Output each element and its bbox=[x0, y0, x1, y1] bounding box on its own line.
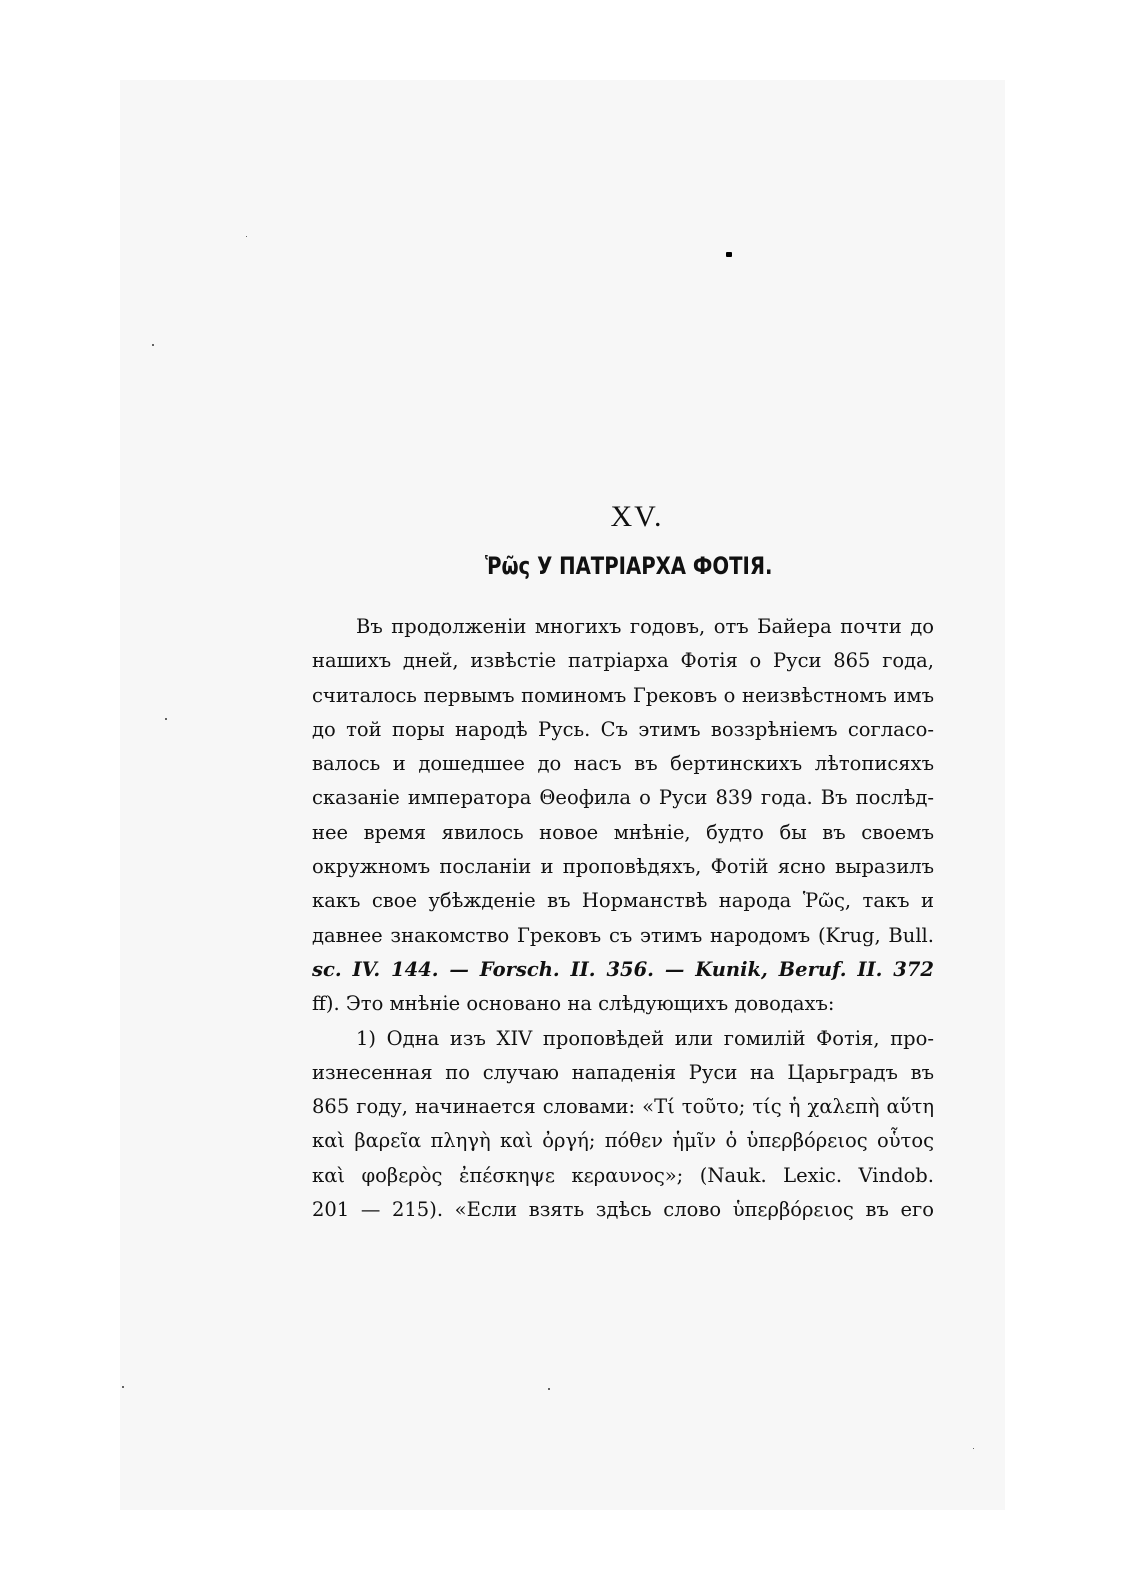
scan-speck bbox=[122, 1386, 124, 1388]
text-line: окружномъ посланіи и проповѣдяхъ, Фотій ясно выразилъ bbox=[312, 855, 934, 879]
text-line: 865 году, начинается словами: «Τί τοῦτο; τίς ἡ χαλεπὴ αὕτη bbox=[312, 1095, 934, 1119]
scan-speck bbox=[165, 718, 167, 720]
scan-speck bbox=[973, 1448, 974, 1449]
text-line: считалось первымъ поминомъ Грековъ о неизвѣстномъ имъ bbox=[312, 683, 934, 707]
text-line: καὶ βαρεῖα πληγὴ καὶ ὀργή; πόθεν ἡμῖν ὁ ὑπερβόρειος οὗτος bbox=[312, 1129, 934, 1153]
text-line: 1) Одна изъ XIV проповѣдей или гомилій Фотія, про- bbox=[356, 1026, 934, 1050]
text-line: Въ продолженіи многихъ годовъ, отъ Байера почти до bbox=[356, 615, 934, 638]
scan-speck bbox=[726, 252, 732, 257]
text-block bbox=[312, 500, 934, 1227]
chapter-number: XV. bbox=[610, 500, 664, 533]
paragraph-1 bbox=[312, 610, 934, 1022]
text-line: καὶ φοβερὸς ἐπέσκηψε κεραυνος»; (Nauk. Lexic. Vindob. bbox=[312, 1163, 934, 1187]
text-line: ff). Это мнѣніе основано на слѣдующихъ доводахъ: bbox=[312, 992, 835, 1016]
text-line: 201 — 215). «Если взять здѣсь слово ὑπερβόρειος въ его bbox=[312, 1198, 934, 1222]
text-line: до той поры народѣ Русь. Съ этимъ воззрѣніемъ согласо- bbox=[312, 717, 934, 741]
text-line: давнее знакомство Грековъ съ этимъ народомъ (Krug, Bull. bbox=[312, 923, 934, 947]
scan-speck bbox=[548, 1388, 550, 1390]
text-line: изнесенная по случаю нападенія Руси на Царьградъ въ bbox=[312, 1060, 934, 1084]
chapter-title: Ῥῶς У ПАТРІАРХА ФОТІЯ. bbox=[484, 552, 773, 580]
text-line: сказаніе императора Θеофила о Руси 839 года. Въ послѣд- bbox=[312, 786, 934, 810]
text-line: нее время явилось новое мнѣніе, будто бы въ своемъ bbox=[312, 820, 934, 844]
scan-speck bbox=[246, 236, 247, 237]
paragraph-2 bbox=[312, 1022, 934, 1228]
text-line: нашихъ дней, извѣстіе патріарха Фотія о Руси 865 года, bbox=[312, 649, 934, 673]
scan-speck bbox=[152, 344, 154, 346]
text-line: sc. IV. 144. — Forsch. II. 356. — Kunik, Beruf. II. 372 bbox=[312, 957, 934, 981]
text-line: валось и дошедшее до насъ въ бертинскихъ лѣтописяхъ bbox=[312, 752, 934, 776]
text-line: какъ свое убѣжденіе въ Норманствѣ народа Ῥῶς, такъ и bbox=[312, 889, 934, 913]
